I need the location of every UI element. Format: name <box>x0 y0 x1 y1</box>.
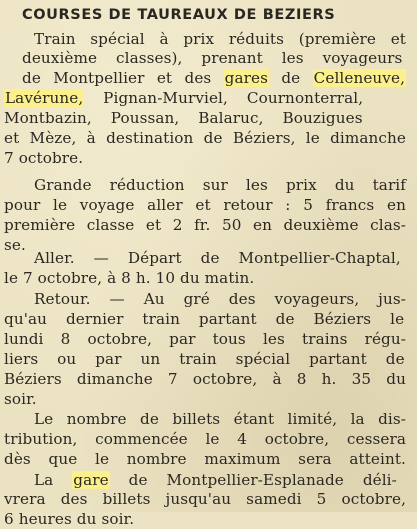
line-text: et Mèze, à destination de Béziers, le dimanche <box>4 129 406 147</box>
article-line <box>4 389 404 409</box>
line-text: 6 heures du soir. <box>4 510 135 528</box>
article-line <box>34 29 406 49</box>
line-text: de Montpellier et des <box>22 69 224 87</box>
line-text: pour le voyage aller et retour : 5 francs en <box>4 196 406 214</box>
article-line <box>34 248 406 268</box>
line-text: de <box>269 69 313 87</box>
article-line <box>4 369 406 389</box>
article-line <box>34 409 406 429</box>
line-text: soir. <box>4 390 37 408</box>
line-text: liers ou par un train spécial partant de <box>4 350 405 368</box>
line-text: 7 octobre. <box>4 149 84 167</box>
line-text: Aller. — Départ de Montpellier-Chaptal, <box>34 249 401 267</box>
line-text: Pignan-Murviel, Cournonterral, <box>84 89 364 107</box>
article-line <box>34 175 406 195</box>
article-headline: COURSES DE TAUREAUX DE BEZIERS <box>22 7 336 23</box>
article-line <box>34 289 406 309</box>
line-text: de Montpellier-Esplanade déli- <box>109 471 397 489</box>
line-text: Grande réduction sur les prix du tarif <box>34 176 406 194</box>
article-line <box>4 195 406 215</box>
article-line <box>4 88 406 108</box>
line-text: Montbazin, Poussan, Balaruc, Bouzigues <box>4 109 363 127</box>
line-text: lundi 8 octobre, par tous les trains régu- <box>4 330 406 348</box>
article-line <box>4 108 406 128</box>
article-line <box>4 429 406 449</box>
line-text: Retour. — Au gré des voyageurs, jus- <box>34 290 406 308</box>
article-line <box>4 449 406 469</box>
line-text: vrera des billets jusqu'au samedi 5 octobre, <box>4 490 406 508</box>
line-text: dès que le nombre maximum sera atteint. <box>4 450 406 468</box>
line-text: Le nombre de billets étant limité, la dis- <box>34 410 406 428</box>
line-text: première classe et 2 fr. 50 en deuxième clas- <box>4 216 406 234</box>
article-line <box>34 470 406 490</box>
line-text: qu'au dernier train partant de Béziers le <box>4 310 405 328</box>
article-line <box>4 489 406 509</box>
line-text: La <box>34 471 73 489</box>
line-text: Béziers dimanche 7 octobre, à 8 h. 35 du <box>4 370 406 388</box>
article-line <box>4 309 406 329</box>
line-text: deuxième classes), prenant les voyageurs <box>22 49 403 67</box>
highlighted-word: Celleneuve, <box>313 69 405 87</box>
article-line <box>22 48 406 68</box>
line-text: Train spécial à prix réduits (première et <box>34 30 406 48</box>
line-text: tribution, commencée le 4 octobre, cessera <box>4 430 406 448</box>
highlighted-word: gare <box>73 471 109 489</box>
article-line <box>4 349 406 369</box>
article-line <box>4 268 404 288</box>
line-text: le 7 octobre, à 8 h. 10 du matin. <box>4 269 255 287</box>
article-line <box>22 68 406 88</box>
highlighted-word: gares <box>224 69 268 87</box>
highlighted-word: Lavérune, <box>5 89 84 107</box>
article-line <box>4 148 404 168</box>
line-text: se. <box>4 236 26 254</box>
article-line <box>4 329 406 349</box>
article-line <box>4 128 406 148</box>
article-line <box>4 215 406 235</box>
article-line <box>4 509 404 529</box>
